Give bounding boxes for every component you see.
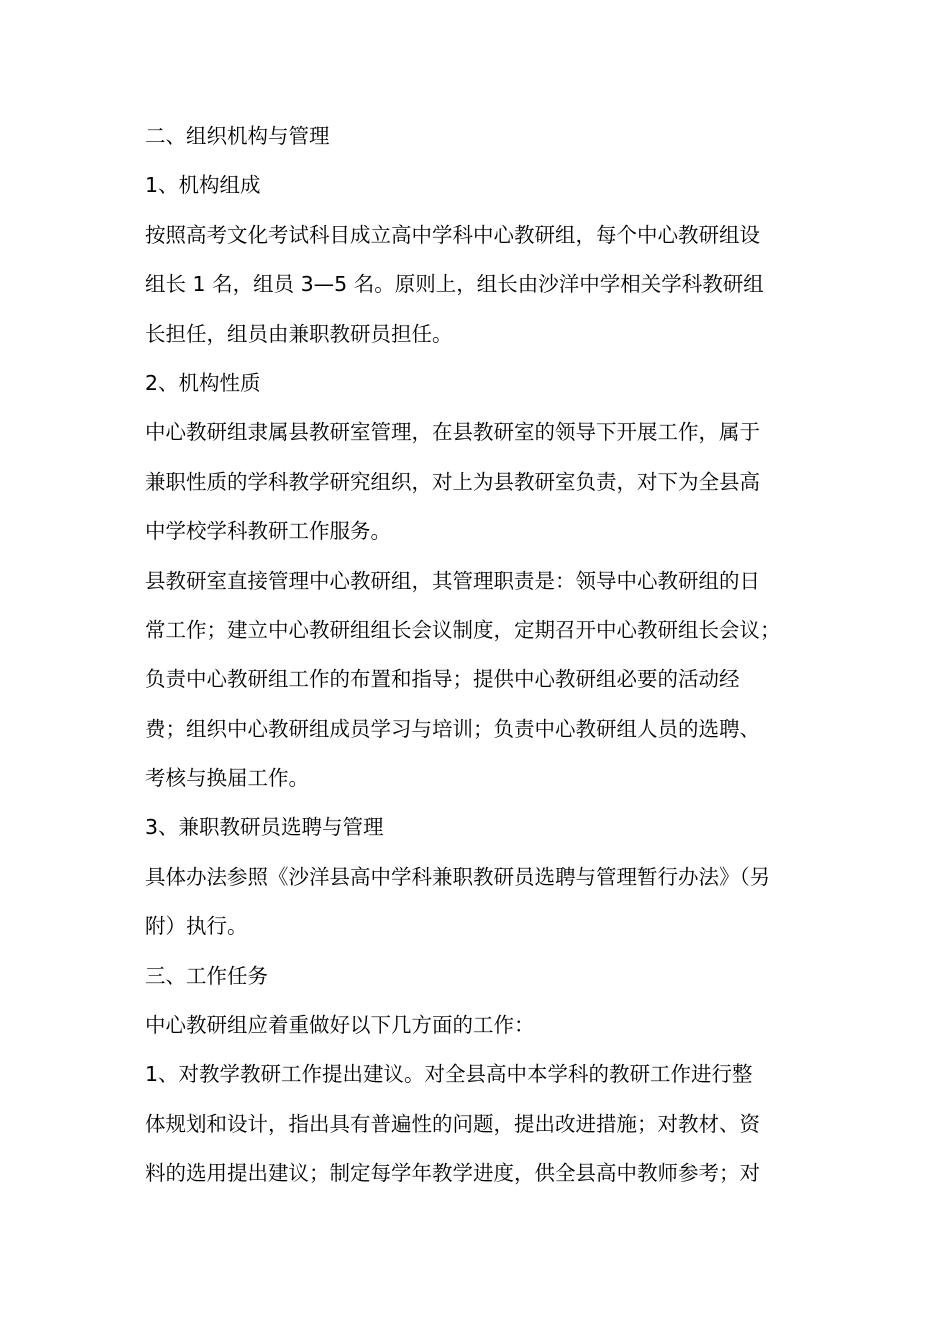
body-line: 组长 1 名，组员 3—5 名。原则上，组长由沙洋中学相关学科教研组 xyxy=(145,272,764,297)
body-line: 1、对教学教研工作提出建议。对全县高中本学科的教研工作进行整 xyxy=(145,1062,753,1087)
subheading-selection: 3、兼职教研员选聘与管理 xyxy=(145,815,384,840)
body-line: 体规划和设计，指出具有普遍性的问题，提出改进措施；对教材、资 xyxy=(145,1111,760,1136)
body-line: 中心教研组隶属县教研室管理，在县教研室的领导下开展工作，属于 xyxy=(145,420,760,445)
heading-tasks: 三、工作任务 xyxy=(145,963,268,988)
body-line: 兼职性质的学科教学研究组织，对上为县教研室负责，对下为全县高 xyxy=(145,469,760,494)
heading-organization: 二、组织机构与管理 xyxy=(145,124,330,148)
body-line: 中心教研组应着重做好以下几方面的工作： xyxy=(145,1013,535,1038)
subheading-composition: 1、机构组成 xyxy=(145,173,261,198)
body-line: 考核与换届工作。 xyxy=(145,766,309,791)
body-line: 料的选用提出建议；制定每学年教学进度，供全县高中教师参考；对 xyxy=(145,1161,760,1186)
body-line: 常工作；建立中心教研组组长会议制度，定期召开中心教研组长会议； xyxy=(145,617,781,642)
body-line: 费；组织中心教研组成员学习与培训；负责中心教研组人员的选聘、 xyxy=(145,716,760,741)
subheading-nature: 2、机构性质 xyxy=(145,370,261,395)
body-line: 附）执行。 xyxy=(145,914,248,939)
body-line: 县教研室直接管理中心教研组，其管理职责是：领导中心教研组的日 xyxy=(145,568,760,593)
body-line: 负责中心教研组工作的布置和指导；提供中心教研组必要的活动经 xyxy=(145,667,740,692)
body-line: 中学校学科教研工作服务。 xyxy=(145,519,391,544)
document-page xyxy=(145,112,811,1199)
body-line: 按照高考文化考试科目成立高中学科中心教研组，每个中心教研组设 xyxy=(145,222,760,247)
body-line: 具体办法参照《沙洋县高中学科兼职教研员选聘与管理暂行办法》（另 xyxy=(145,864,771,889)
body-line: 长担任，组员由兼职教研员担任。 xyxy=(145,321,453,346)
